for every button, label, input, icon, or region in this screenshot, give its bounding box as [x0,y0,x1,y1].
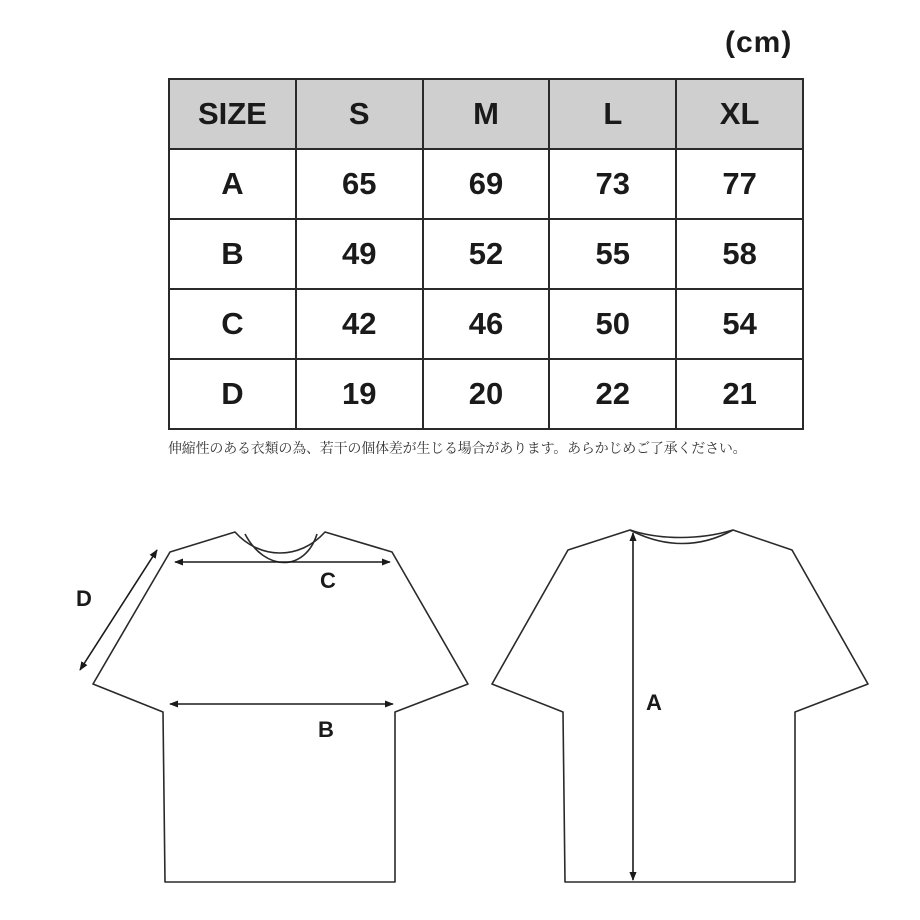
table-cell: 58 [676,219,803,289]
table-cell: 21 [676,359,803,429]
header-l: L [549,79,676,149]
row-label: B [169,219,296,289]
table-cell: 54 [676,289,803,359]
table-cell: 69 [423,149,550,219]
table-cell: 46 [423,289,550,359]
header-xl: XL [676,79,803,149]
label-a: A [646,690,662,715]
row-label: D [169,359,296,429]
table-cell: 20 [423,359,550,429]
front-shirt-outline [93,532,468,882]
back-shirt-outline [492,530,868,882]
header-size: SIZE [169,79,296,149]
table-cell: 42 [296,289,423,359]
table-cell: 55 [549,219,676,289]
unit-label: (cm) [725,26,793,59]
table-cell: 22 [549,359,676,429]
label-b: B [318,717,334,742]
table-cell: 50 [549,289,676,359]
row-label: C [169,289,296,359]
table-cell: 73 [549,149,676,219]
disclaimer-note: 伸縮性のある衣類の為、若干の個体差が生じる場合があります。あらかじめご了承ください。 [168,441,747,457]
table-cell: 19 [296,359,423,429]
table-cell: 77 [676,149,803,219]
header-s: S [296,79,423,149]
label-d: D [76,586,92,611]
table-cell: 52 [423,219,550,289]
header-m: M [423,79,550,149]
table-cell: 49 [296,219,423,289]
row-label: A [169,149,296,219]
table-cell: 65 [296,149,423,219]
label-c: C [320,568,336,593]
